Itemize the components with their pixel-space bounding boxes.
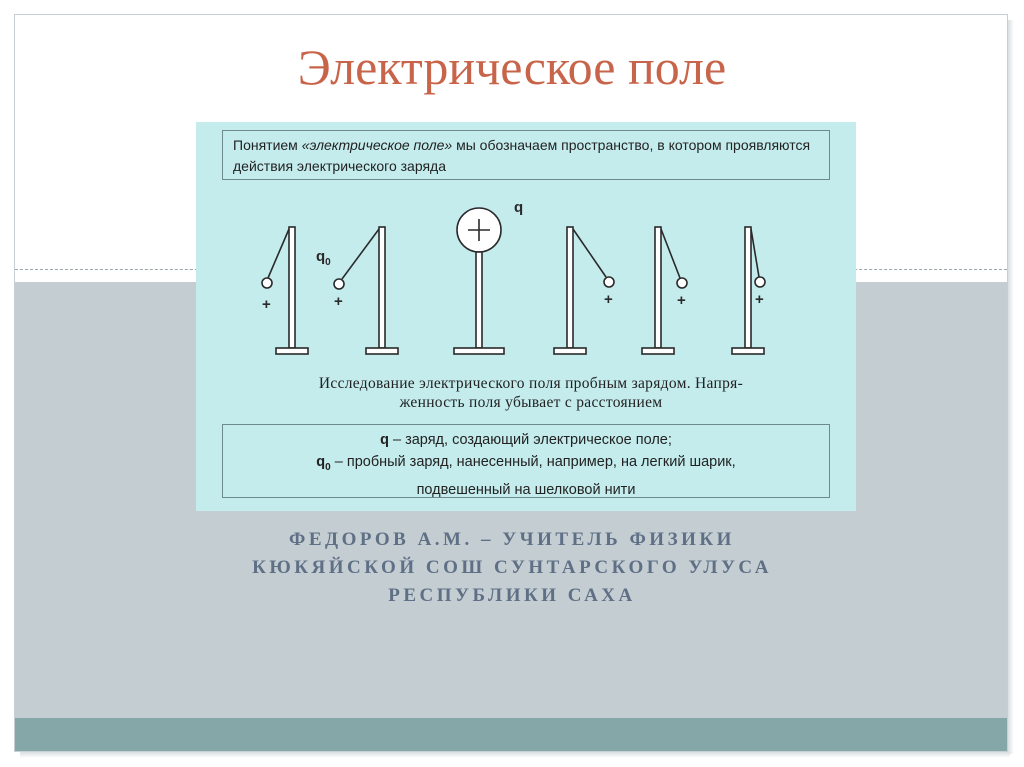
probe-stand-4 xyxy=(642,227,687,354)
source-charge-stand xyxy=(454,208,504,354)
probe-charge-label: $q_0$ xyxy=(316,248,331,268)
legend-q0-text: – пробный заряд, нанесенный, например, на легкий шарик, xyxy=(330,454,736,470)
footer-band xyxy=(15,718,1007,751)
author-credit xyxy=(0,526,1024,610)
definition-prefix: Понятием xyxy=(233,137,302,153)
author-line-3: РЕСПУБЛИКИ САХА xyxy=(388,585,636,606)
probe-plus-4: + xyxy=(677,292,686,309)
pendulum-diagram xyxy=(196,192,856,372)
legend-q-symbol: q xyxy=(380,432,389,448)
legend-box xyxy=(222,424,830,498)
probe-stand-2 xyxy=(334,227,398,354)
author-line-2: КЮКЯЙСКОЙ СОШ СУНТАРСКОГО УЛУСА xyxy=(252,557,772,578)
caption-line-1: Исследование электрического поля пробным зарядом. Напря- xyxy=(318,375,744,392)
slide-title: Электрическое поле xyxy=(297,39,727,95)
probe-plus-5: + xyxy=(755,291,764,308)
slide-shadow-bottom xyxy=(20,752,1010,758)
legend-q0-symbol: $q_0$ xyxy=(316,454,331,473)
legend-q-text: – заряд, создающий электрическое поле; xyxy=(388,432,672,448)
definition-suffix: мы обозначаем пространство, в котором проявляются действия электрического заряда xyxy=(233,137,811,174)
probe-plus-1: + xyxy=(262,296,271,313)
legend-q0 xyxy=(223,451,829,479)
caption-line-2: женность поля убывает с расстоянием xyxy=(399,394,663,411)
definition-box xyxy=(222,130,830,180)
slide-shadow-right xyxy=(1008,20,1014,754)
figure-caption xyxy=(236,374,826,412)
author-line-1: ФЕДОРОВ А.М. – УЧИТЕЛЬ ФИЗИКИ xyxy=(289,529,735,550)
source-charge-label: q xyxy=(514,199,524,216)
probe-plus-3: + xyxy=(604,291,613,308)
definition-term: «электрическое поле» xyxy=(301,137,453,153)
legend-q xyxy=(223,429,829,451)
legend-q0-line-2: подвешенный на шелковой нити xyxy=(416,481,636,498)
probe-stand-1 xyxy=(262,227,308,354)
electric-field-figure xyxy=(196,122,856,511)
probe-plus-2: + xyxy=(334,293,343,310)
